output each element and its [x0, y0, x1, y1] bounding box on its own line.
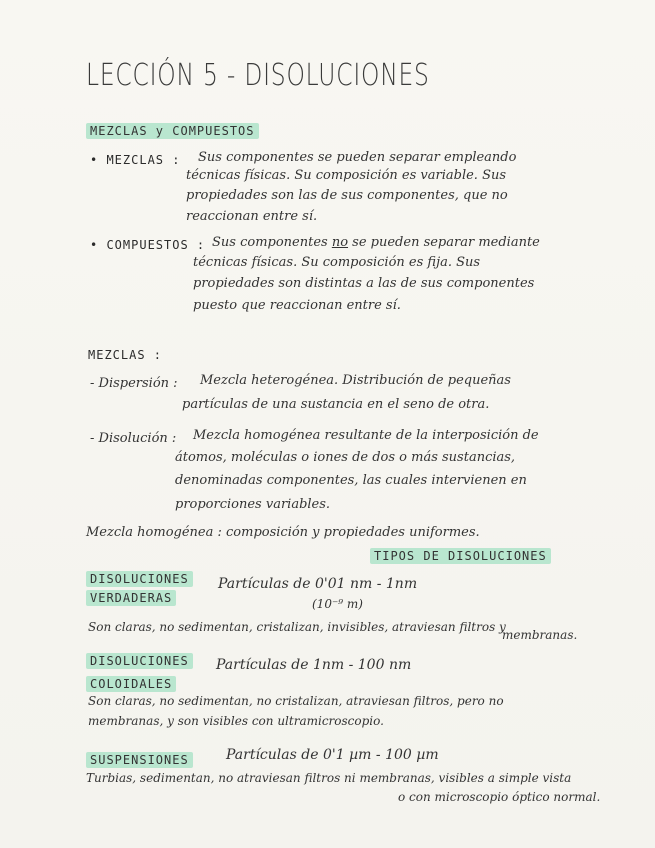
verdaderas-desc: membranas.: [502, 628, 578, 642]
coloidales-label: COLOIDALES: [86, 676, 176, 692]
heading-mezclas-compuestos: MEZCLAS y COMPUESTOS: [86, 123, 259, 139]
compuestos-line: técnicas físicas. Su composición es fija. Sus: [193, 255, 481, 270]
dispersion-line: Mezcla heterogénea. Distribución de pequeñas: [200, 373, 511, 388]
mezclas-line: Sus componentes se pueden separar empleando: [198, 150, 517, 165]
coloidales-desc: membranas, y son visibles con ultramicroscopio.: [88, 714, 384, 728]
page-title: LECCIÓN 5 - DISOLUCIONES: [86, 58, 430, 93]
dispersion-line: partículas de una sustancia en el seno de otra.: [182, 397, 490, 412]
coloidales-label: DISOLUCIONES: [86, 653, 193, 669]
verdaderas-size: Partículas de 0'01 nm - 1nm: [218, 576, 418, 592]
compuestos-line: puesto que reaccionan entre sí.: [193, 298, 401, 313]
coloidales-size: Partículas de 1nm - 100 nm: [216, 657, 412, 673]
heading-tipos-disoluciones: TIPOS DE DISOLUCIONES: [370, 548, 551, 564]
compuestos-line: [212, 235, 540, 250]
verdaderas-desc: Son claras, no sedimentan, cristalizan, invisibles, atraviesan filtros y: [88, 620, 506, 634]
suspensiones-label: SUSPENSIONES: [86, 752, 193, 768]
suspensiones-desc: Turbias, sedimentan, no atraviesan filtros ni membranas, visibles a simple vista: [86, 771, 572, 785]
disolucion-label: - Disolución :: [90, 431, 177, 446]
disolucion-line: denominadas componentes, las cuales intervienen en: [175, 473, 527, 488]
mezclas-line: propiedades son las de sus componentes, que no: [186, 188, 508, 203]
mezclas-label: • MEZCLAS :: [90, 153, 181, 167]
compuestos-label: • COMPUESTOS :: [90, 238, 206, 252]
homogenea-note: Mezcla homogénea : composición y propiedades uniformes.: [86, 525, 480, 540]
suspensiones-size: Partículas de 0'1 µm - 100 µm: [226, 747, 439, 763]
mezclas-heading: MEZCLAS :: [88, 348, 163, 362]
dispersion-label: - Dispersión :: [90, 376, 178, 391]
verdaderas-label: DISOLUCIONES: [86, 571, 193, 587]
compuestos-no: no: [331, 235, 349, 250]
suspensiones-desc: o con microscopio óptico normal.: [398, 790, 601, 804]
disolucion-line: Mezcla homogénea resultante de la interposición de: [193, 428, 539, 443]
mezclas-line: reaccionan entre sí.: [186, 209, 318, 224]
verdaderas-size-sub: (10⁻⁹ m): [312, 597, 363, 611]
compuestos-line-start: Sus componentes: [212, 235, 332, 250]
verdaderas-label: VERDADERAS: [86, 590, 176, 606]
mezclas-line: técnicas físicas. Su composición es variable. Sus: [186, 168, 507, 183]
compuestos-line-end: se pueden separar mediante: [348, 235, 540, 250]
compuestos-line: propiedades son distintas a las de sus componentes: [193, 276, 535, 291]
coloidales-desc: Son claras, no sedimentan, no cristalizan, atraviesan filtros, pero no: [88, 694, 504, 708]
disolucion-line: proporciones variables.: [175, 497, 331, 512]
disolucion-line: átomos, moléculas o iones de dos o más sustancias,: [175, 450, 516, 465]
